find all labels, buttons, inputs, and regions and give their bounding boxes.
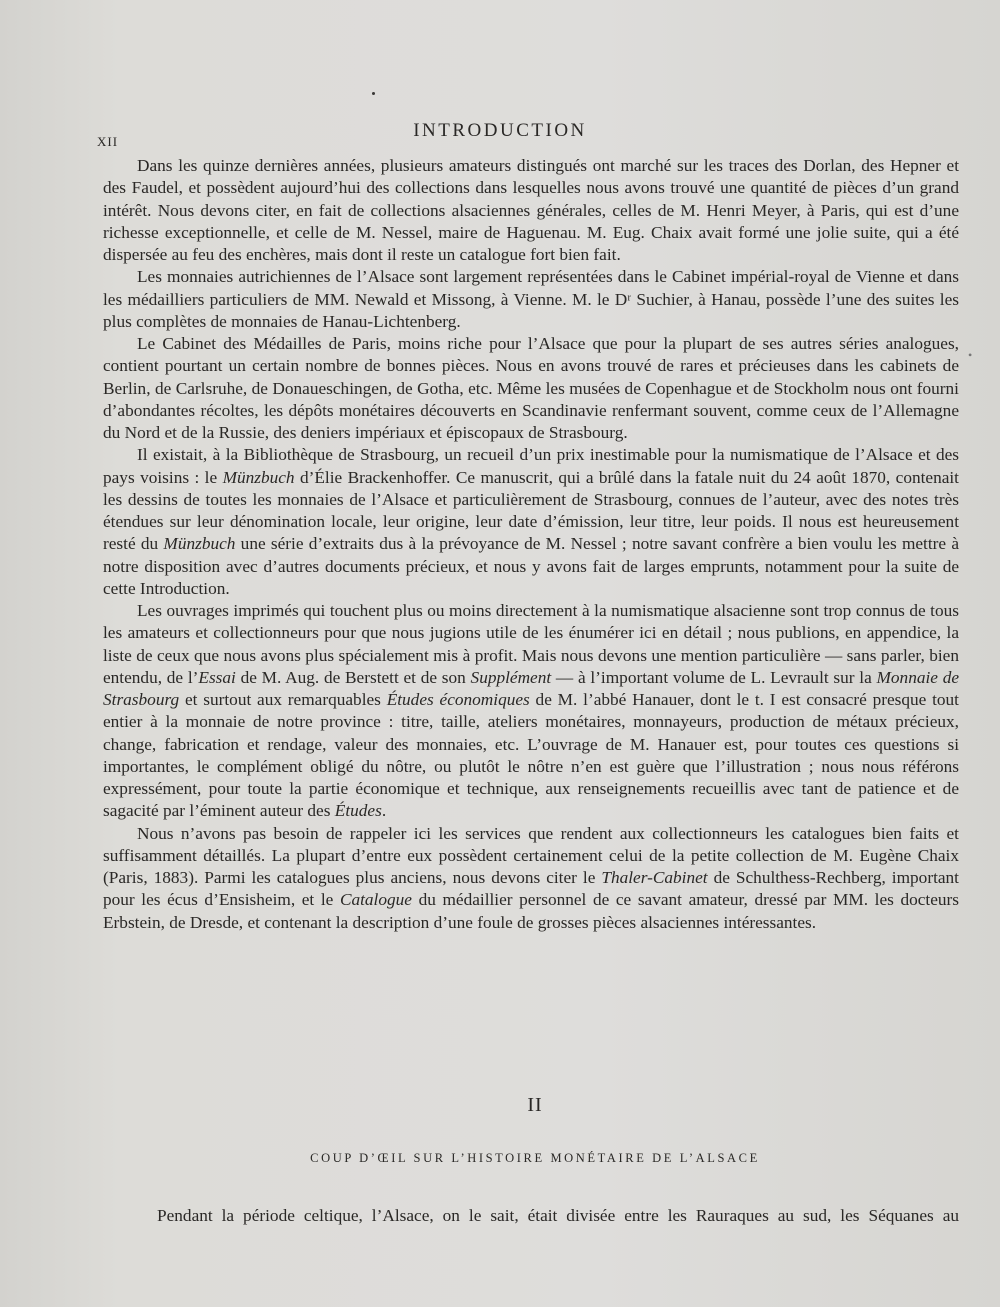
paragraph	[103, 155, 959, 266]
text-run: Nous n’avons pas besoin de rappeler ici les services que rendent aux collectionneurs les catalogues bien faits et suffisamment détaillés. La plupart d’entre eux possèdent certainement celui de la petite collection de M. Eugène Chaix (Paris, 1883). Parmi les catalogues plus anciens, nous devons citer le	[103, 823, 959, 887]
paragraph	[103, 823, 959, 934]
text-run: Le Cabinet des Médailles de Paris, moins riche pour l’Alsace que pour la plupart de ses autres séries analogues, contient pourtant un certain nombre de bonnes pièces. Nous en avons trouvé de rares et précieuses dans les cabinets de Berlin, de Carlsruhe, de Donaueschingen, de Gotha, etc. Même les musées de Copenhague et de Stockholm nous ont fourni d’abondantes récoltes, les dépôts monétaires découverts en Scandinavie renfermant souvent, comme ceux de l’Allemagne du Nord et de la Russie, des deniers impériaux et épiscopaux de Strasbourg.	[103, 334, 959, 442]
text-run: une série d’extraits dus à la prévoyance de M. Nessel ; notre savant confrère a bien voulu les mettre à notre disposition avec d’autres documents précieux, et nous y avons fait de larges emprunts, notamment pour la suite de cette Introduction.	[103, 534, 960, 598]
italic-title: Études	[334, 801, 382, 821]
body-text	[103, 155, 959, 934]
italic-title: Münzbuch	[222, 467, 295, 487]
ink-speck	[372, 92, 375, 95]
italic-title: Essai	[198, 667, 236, 687]
text-run: du médaillier personnel de ce savant amateur, dressé par MM. les docteurs Erbstein, de Dresde, et contenant la description d’une foule de grosses pièces alsaciennes intéressantes.	[103, 890, 960, 932]
paragraph	[103, 266, 959, 333]
italic-title: Catalogue	[339, 890, 412, 910]
italic-title: Thaler-Cabinet	[601, 868, 708, 887]
text-run: Les ouvrages imprimés qui touchent plus ou moins directement à la numismatique alsacienne sont trop connus de tous les amateurs et collectionneurs pour que nous jugions utile de les énumérer ici en détail ; nous publions, en appendice, la liste de ceux que nous avons plus spécialement mis à profit. Mais nous devons une mention particulière — sans parler, bien entendu, de l’	[103, 601, 959, 687]
section-title: COUP D’ŒIL SUR L’HISTOIRE MONÉTAIRE DE L’ALSACE	[310, 1151, 760, 1165]
italic-title: Études économiques	[386, 690, 530, 709]
closing-line: Pendant la période celtique, l’Alsace, on le sait, était divisée entre les Rauraques au sud, les Séquanes au	[157, 1206, 959, 1225]
text-run: d’Élie Brackenhoffer. Ce manuscrit, qui a brûlé dans la fatale nuit du 24 août 1870, contenait les dessins de toutes les monnaies de l’Alsace et particulièrement de Strasbourg, connues de l’auteur, avec des notes très étendues sur leur dénomination locale, leur origine, leur date d’émission, leur titre, leur poids. Il nous est heureusement resté du	[103, 467, 959, 554]
margin-mark: •	[968, 348, 973, 362]
text-run: Il existait, à la Bibliothèque de Strasbourg, un recueil d’un prix inestimable pour la numismatique de l’Alsace et des pays voisins : le	[103, 445, 959, 487]
text-run: Dans les quinze dernières années, plusieurs amateurs distingués ont marché sur les traces des Dorlan, des Hepner et des Faudel, et possèdent aujourd’hui des collections dans lesquelles nous avons trouvé une quantité de pièces d’un grand intérêt. Nous devons citer, en fait de collections alsaciennes générales, celles de M. Henri Meyer, à Paris, qui est d’une richesse exceptionnelle, et celle de M. Nessel, maire de Haguenau. M. Eug. Chaix avait formé une jolie suite, qui a été dispersée au feu des enchères, mais dont il reste un catalogue fort bien fait.	[103, 156, 959, 264]
paragraph	[103, 444, 959, 600]
paragraph	[103, 333, 959, 444]
italic-title: Monnaie de Strasbourg	[103, 667, 960, 709]
text-run: .	[381, 801, 387, 821]
text-run: de Schulthess-Rechberg, important pour les écus d’Ensisheim, et le	[103, 868, 959, 910]
page-folio: XII	[97, 134, 119, 149]
text-run: de M. Aug. de Berstett et de son	[235, 667, 471, 687]
text-run: et surtout aux remarquables	[179, 690, 387, 709]
italic-title: Supplément	[470, 667, 552, 687]
paragraph	[103, 600, 959, 823]
text-run: Les monnaies autrichiennes de l’Alsace sont largement représentées dans le Cabinet impérial-royal de Vienne et dans les médailliers particuliers de MM. Newald et Missong, à Vienne. M. le Dʳ Suchier, à Hanau, possède l’une des suites les plus complètes de monnaies de Hanau-Lichtenberg.	[103, 267, 959, 331]
text-run: — à l’important volume de L. Levrault sur la	[551, 667, 877, 687]
running-title: INTRODUCTION	[413, 120, 587, 141]
text-run: de M. l’abbé Hanauer, dont le t. I est consacré presque tout entier à la monnaie de notre province : titre, taille, ateliers monétaires, monnayeurs, production de métaux précieux, change, fabrication et rendage, valeur des monnaies, etc. L’ouvrage de M. Hanauer est, pour toutes ces questions si importantes, le complément obligé du nôtre, ou plutôt le nôtre n’en est guère que l’illustration ; nous nous référons expressément, pour toute la partie économique et technique, aux renseignements recueillis avec tant de patience et de sagacité par l’éminent auteur des	[103, 690, 959, 821]
italic-title: Münzbuch	[163, 534, 236, 554]
section-number: II	[527, 1094, 543, 1116]
